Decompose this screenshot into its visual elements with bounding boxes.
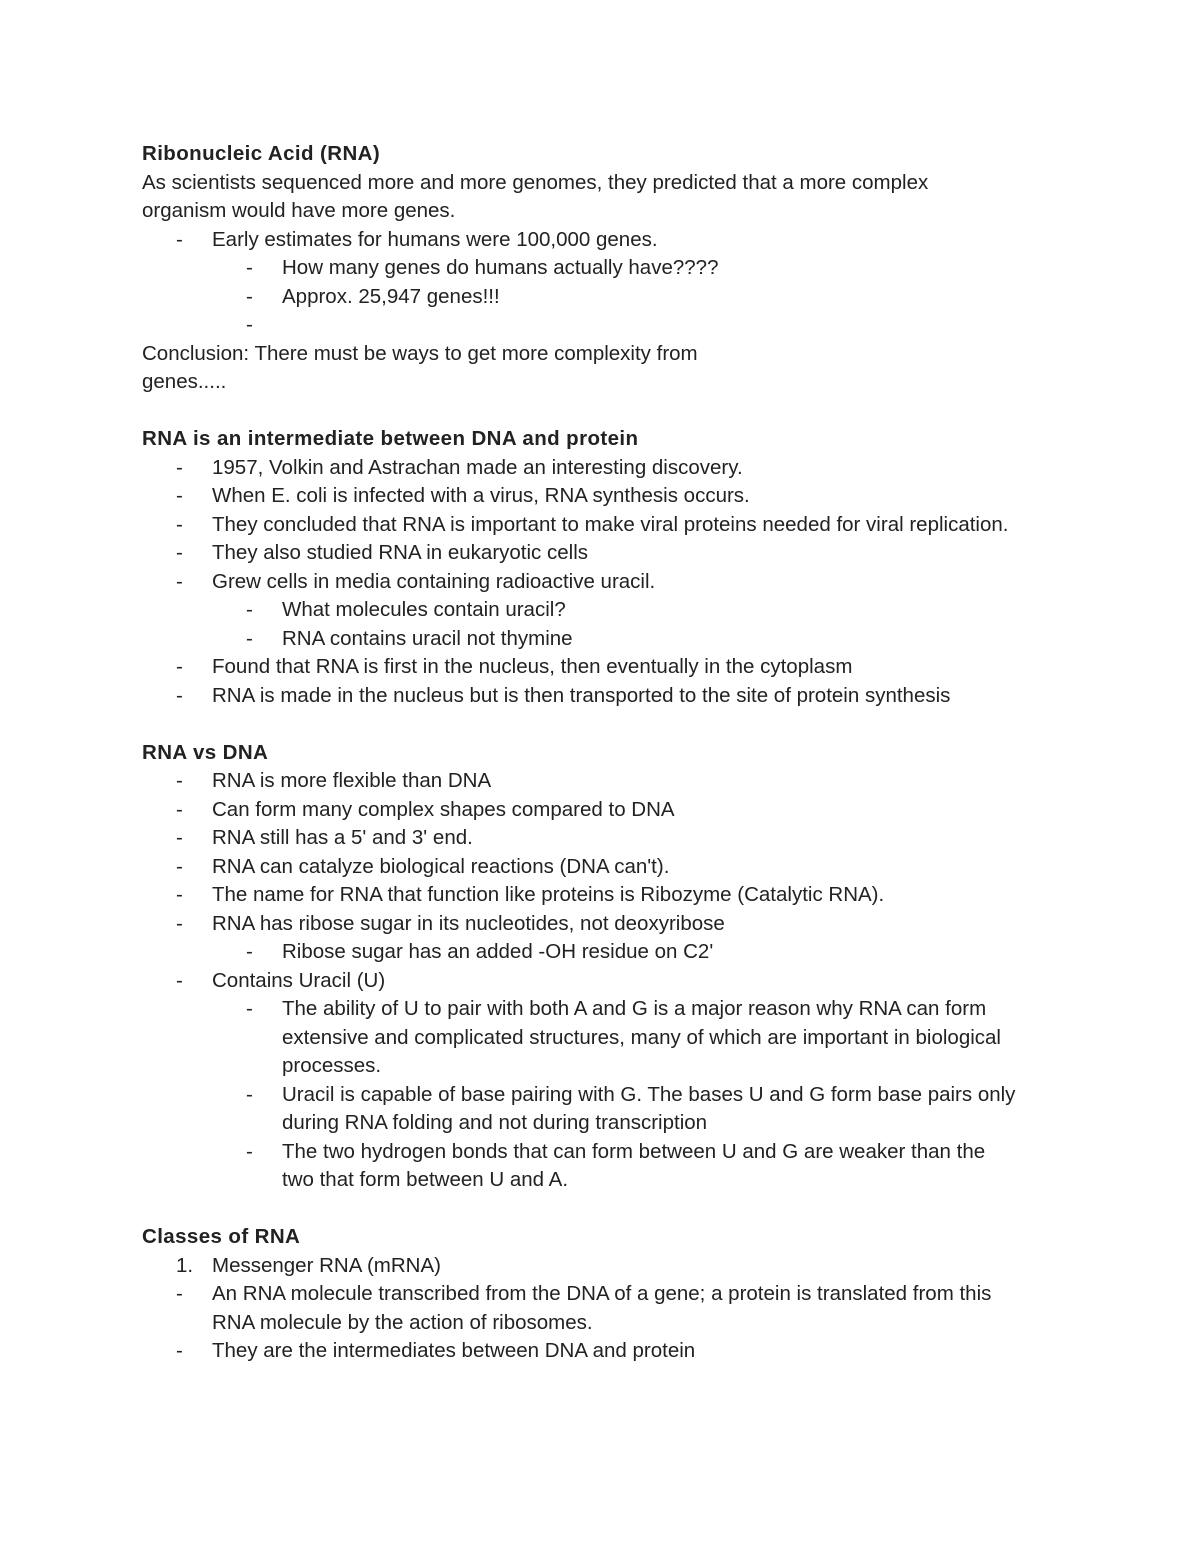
spacer — [142, 397, 1082, 426]
paragraph-line: As scientists sequenced more and more genomes, they predicted that a more complex — [142, 170, 929, 194]
list-item-text: extensive and complicated structures, many of which are important in biological — [282, 1025, 1001, 1049]
dash-bullet: - — [246, 626, 253, 650]
sub-list-item — [142, 283, 1082, 312]
section-heading-rna: Ribonucleic Acid (RNA) — [142, 142, 381, 165]
list-item-text: Messenger RNA (mRNA) — [212, 1253, 441, 1277]
sub-list-item — [142, 596, 1082, 625]
dash-bullet: - — [246, 313, 253, 336]
list-item-text: They also studied RNA in eukaryotic cells — [212, 541, 589, 564]
sub-list-item-continuation — [142, 1052, 1082, 1081]
list-item-text: RNA still has a 5' and 3' end. — [212, 826, 473, 849]
list-item — [142, 853, 1082, 882]
dash-bullet: - — [176, 455, 183, 479]
list-item — [142, 910, 1082, 939]
dash-bullet: - — [246, 940, 253, 963]
sub-list-item — [142, 995, 1082, 1024]
spacer — [142, 710, 1082, 739]
numbered-list-item — [142, 1252, 1082, 1281]
list-item-text: Grew cells in media containing radioactive uracil. — [212, 569, 656, 593]
list-item-text: Contains Uracil (U) — [212, 968, 386, 992]
dash-bullet: - — [246, 598, 253, 621]
dash-bullet: - — [176, 769, 183, 792]
dash-bullet: - — [176, 1282, 183, 1305]
list-item-text: two that form between U and A. — [282, 1168, 569, 1191]
dash-bullet: - — [176, 826, 183, 849]
list-item-text: They are the intermediates between DNA and protein — [212, 1339, 696, 1362]
dash-bullet: - — [246, 1082, 253, 1106]
dash-bullet: - — [176, 797, 183, 821]
dash-bullet: - — [246, 256, 253, 279]
list-item-text: Uracil is capable of base pairing with G. The bases U and G form base pairs only — [282, 1082, 1016, 1106]
paragraph-line: Conclusion: There must be ways to get more complexity from — [142, 341, 698, 365]
section-heading-rna-vs-dna: RNA vs DNA — [142, 740, 269, 764]
dash-bullet: - — [246, 1139, 253, 1163]
list-item — [142, 767, 1082, 796]
list-item-text: The two hydrogen bonds that can form between U and G are weaker than the — [282, 1139, 986, 1163]
list-item-text: RNA molecule by the action of ribosomes. — [212, 1310, 593, 1334]
list-item-text: Found that RNA is first in the nucleus, then eventually in the cytoplasm — [212, 655, 853, 678]
sub-list-item — [142, 1138, 1082, 1167]
sub-list-item — [142, 1081, 1082, 1110]
list-item-text: RNA has ribose sugar in its nucleotides, not deoxyribose — [212, 911, 725, 935]
dash-bullet: - — [176, 541, 183, 564]
spacer — [142, 1195, 1082, 1224]
dash-bullet: - — [176, 569, 183, 593]
list-item-text: Ribose sugar has an added -OH residue on C2' — [282, 940, 714, 963]
list-item-text: RNA is more flexible than DNA — [212, 769, 492, 792]
list-item-continuation — [142, 1309, 1082, 1338]
sub-list-item — [142, 254, 1082, 283]
dash-bullet: - — [246, 997, 253, 1020]
section-heading-intermediate: RNA is an intermediate between DNA and protein — [142, 427, 639, 450]
list-item — [142, 824, 1082, 853]
dash-bullet: - — [176, 883, 183, 906]
sub-list-item-continuation — [142, 1024, 1082, 1053]
sub-list-item-continuation — [142, 1166, 1082, 1195]
list-item-text: They concluded that RNA is important to make viral proteins needed for viral replication. — [212, 512, 1009, 536]
dash-bullet: - — [176, 683, 183, 707]
document-body — [142, 140, 1082, 1366]
list-item — [142, 881, 1082, 910]
paragraph-line: genes..... — [142, 370, 227, 393]
list-item-text: Approx. 25,947 genes!!! — [282, 284, 500, 308]
list-item-text: RNA contains uracil not thymine — [282, 626, 573, 650]
dash-bullet: - — [176, 512, 183, 536]
list-item-text: Early estimates for humans were 100,000 genes. — [212, 227, 658, 251]
list-item — [142, 539, 1082, 568]
sub-list-item-empty — [142, 311, 1082, 340]
section-heading-classes: Classes of RNA — [142, 1225, 301, 1248]
list-item — [142, 653, 1082, 682]
list-number: 1. — [176, 1253, 194, 1277]
list-item-text: Can form many complex shapes compared to DNA — [212, 797, 675, 821]
paragraph-line: organism would have more genes. — [142, 199, 456, 222]
sub-list-item — [142, 938, 1082, 967]
list-item — [142, 568, 1082, 597]
list-item — [142, 796, 1082, 825]
list-item — [142, 482, 1082, 511]
dash-bullet: - — [176, 655, 183, 678]
list-item — [142, 511, 1082, 540]
list-item-text: When E. coli is infected with a virus, RNA synthesis occurs. — [212, 484, 750, 507]
list-item-text: What molecules contain uracil? — [282, 598, 566, 621]
list-item — [142, 226, 1082, 255]
list-item — [142, 1280, 1082, 1309]
list-item-text: The name for RNA that function like proteins is Ribozyme (Catalytic RNA). — [212, 883, 885, 906]
list-item-text: processes. — [282, 1054, 382, 1077]
list-item-text: An RNA molecule transcribed from the DNA of a gene; a protein is translated from this — [212, 1282, 992, 1305]
dash-bullet: - — [176, 854, 183, 878]
list-item — [142, 682, 1082, 711]
list-item-text: The ability of U to pair with both A and G is a major reason why RNA can form — [282, 997, 987, 1020]
list-item-text: 1957, Volkin and Astrachan made an interesting discovery. — [212, 455, 743, 479]
sub-list-item-continuation — [142, 1109, 1082, 1138]
list-item — [142, 454, 1082, 483]
list-item-text: RNA can catalyze biological reactions (DNA can't). — [212, 854, 670, 878]
list-item-text: during RNA folding and not during transcription — [282, 1111, 708, 1134]
dash-bullet: - — [246, 284, 253, 308]
list-item — [142, 1337, 1082, 1366]
dash-bullet: - — [176, 484, 183, 507]
dash-bullet: - — [176, 968, 183, 992]
list-item-text: How many genes do humans actually have???? — [282, 256, 719, 279]
list-item-text: RNA is made in the nucleus but is then transported to the site of protein synthesis — [212, 683, 951, 707]
dash-bullet: - — [176, 227, 183, 251]
list-item — [142, 967, 1082, 996]
sub-list-item — [142, 625, 1082, 654]
dash-bullet: - — [176, 1339, 183, 1362]
dash-bullet: - — [176, 911, 183, 935]
